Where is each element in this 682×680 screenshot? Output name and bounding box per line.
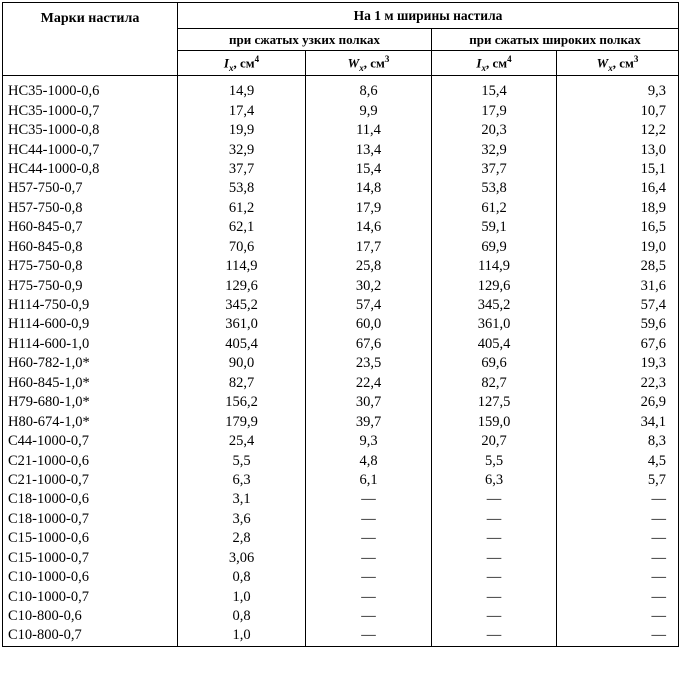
cell-ix-narrow: 17,4 xyxy=(178,101,306,120)
table-row xyxy=(3,393,679,412)
cell-wx-narrow: — xyxy=(306,510,432,529)
cell-ix-wide: 129,6 xyxy=(432,276,557,295)
cell-ix-wide: 361,0 xyxy=(432,315,557,334)
cell-wx-wide: 15,1 xyxy=(557,160,679,179)
group-header-per-meter: На 1 м ширины настила xyxy=(178,3,679,29)
cell-wx-narrow: 9,3 xyxy=(306,432,432,451)
cell-ix-narrow: 129,6 xyxy=(178,276,306,295)
table-row xyxy=(3,626,679,646)
cell-ix-narrow: 3,1 xyxy=(178,490,306,509)
cell-mark: Н114-750-0,9 xyxy=(3,296,178,315)
cell-wx-narrow: 9,9 xyxy=(306,101,432,120)
cell-ix-narrow: 37,7 xyxy=(178,160,306,179)
cell-wx-wide: 12,2 xyxy=(557,121,679,140)
cell-ix-narrow: 156,2 xyxy=(178,393,306,412)
cell-ix-narrow: 405,4 xyxy=(178,335,306,354)
cell-wx-narrow: — xyxy=(306,529,432,548)
cell-wx-wide: 9,3 xyxy=(557,76,679,102)
cell-ix-wide: — xyxy=(432,490,557,509)
table-row xyxy=(3,432,679,451)
table-row xyxy=(3,76,679,102)
cell-wx-wide: — xyxy=(557,529,679,548)
column-header-ix-wide: $I_x$, $см^4$ xyxy=(432,51,557,76)
cell-ix-wide: — xyxy=(432,549,557,568)
cell-wx-narrow: 17,7 xyxy=(306,238,432,257)
table-row xyxy=(3,412,679,431)
cell-ix-wide: 127,5 xyxy=(432,393,557,412)
cell-mark: С18-1000-0,6 xyxy=(3,490,178,509)
cell-ix-narrow: 14,9 xyxy=(178,76,306,102)
table-row xyxy=(3,238,679,257)
table-row xyxy=(3,101,679,120)
cell-mark: Н57-750-0,8 xyxy=(3,199,178,218)
cell-ix-wide: 69,9 xyxy=(432,238,557,257)
cell-wx-wide: 16,4 xyxy=(557,179,679,198)
cell-mark: Н57-750-0,7 xyxy=(3,179,178,198)
cell-ix-wide: 20,3 xyxy=(432,121,557,140)
cell-ix-wide: — xyxy=(432,607,557,626)
subheader-wide-flanges: при сжатых широких полках xyxy=(432,29,679,51)
cell-wx-wide: 5,7 xyxy=(557,471,679,490)
table-row xyxy=(3,315,679,334)
table-row xyxy=(3,199,679,218)
cell-wx-wide: 59,6 xyxy=(557,315,679,334)
cell-ix-narrow: 3,6 xyxy=(178,510,306,529)
cell-ix-wide: 61,2 xyxy=(432,199,557,218)
cell-ix-narrow: 3,06 xyxy=(178,549,306,568)
cell-wx-narrow: — xyxy=(306,607,432,626)
table-row xyxy=(3,218,679,237)
cell-wx-wide: 19,3 xyxy=(557,354,679,373)
table-row xyxy=(3,179,679,198)
table-row xyxy=(3,471,679,490)
cell-wx-narrow: 17,9 xyxy=(306,199,432,218)
cell-mark: С21-1000-0,7 xyxy=(3,471,178,490)
cell-ix-wide: 59,1 xyxy=(432,218,557,237)
cell-ix-narrow: 32,9 xyxy=(178,140,306,159)
cell-ix-narrow: 53,8 xyxy=(178,179,306,198)
cell-wx-narrow: 67,6 xyxy=(306,335,432,354)
cell-mark: С18-1000-0,7 xyxy=(3,510,178,529)
cell-ix-wide: 345,2 xyxy=(432,296,557,315)
cell-mark: Н75-750-0,8 xyxy=(3,257,178,276)
cell-mark: С10-800-0,6 xyxy=(3,607,178,626)
cell-ix-wide: 5,5 xyxy=(432,451,557,470)
cell-ix-wide: — xyxy=(432,510,557,529)
cell-ix-wide: 114,9 xyxy=(432,257,557,276)
cell-wx-narrow: 13,4 xyxy=(306,140,432,159)
cell-mark: С10-1000-0,6 xyxy=(3,568,178,587)
cell-ix-wide: — xyxy=(432,587,557,606)
cell-ix-narrow: 0,8 xyxy=(178,568,306,587)
table-body xyxy=(3,76,679,647)
table-row xyxy=(3,510,679,529)
cell-ix-wide: 6,3 xyxy=(432,471,557,490)
cell-wx-narrow: 23,5 xyxy=(306,354,432,373)
cell-wx-narrow: — xyxy=(306,490,432,509)
cell-ix-wide: 53,8 xyxy=(432,179,557,198)
column-header-ix-narrow: $I_x$, $см^4$ xyxy=(178,51,306,76)
cell-wx-narrow: 22,4 xyxy=(306,374,432,393)
cell-wx-narrow: — xyxy=(306,587,432,606)
cell-wx-wide: — xyxy=(557,626,679,646)
subheader-narrow-flanges: при сжатых узких полках xyxy=(178,29,432,51)
table-row xyxy=(3,549,679,568)
column-header-wx-narrow: $W_x$, $см^3$ xyxy=(306,51,432,76)
cell-ix-wide: — xyxy=(432,626,557,646)
cell-wx-wide: 10,7 xyxy=(557,101,679,120)
cell-ix-narrow: 179,9 xyxy=(178,412,306,431)
cell-wx-narrow: 14,6 xyxy=(306,218,432,237)
cell-wx-wide: 19,0 xyxy=(557,238,679,257)
cell-ix-narrow: 61,2 xyxy=(178,199,306,218)
cell-ix-narrow: 361,0 xyxy=(178,315,306,334)
table-row xyxy=(3,451,679,470)
cell-mark: Н114-600-0,9 xyxy=(3,315,178,334)
cell-ix-narrow: 19,9 xyxy=(178,121,306,140)
cell-wx-wide: 28,5 xyxy=(557,257,679,276)
cell-wx-wide: — xyxy=(557,568,679,587)
cell-ix-wide: — xyxy=(432,568,557,587)
cell-wx-narrow: 8,6 xyxy=(306,76,432,102)
cell-wx-wide: 13,0 xyxy=(557,140,679,159)
table-row xyxy=(3,121,679,140)
cell-mark: НС44-1000-0,7 xyxy=(3,140,178,159)
cell-ix-wide: — xyxy=(432,529,557,548)
cell-wx-wide: 22,3 xyxy=(557,374,679,393)
table-row xyxy=(3,587,679,606)
table-row xyxy=(3,490,679,509)
cell-wx-wide: 26,9 xyxy=(557,393,679,412)
cell-ix-wide: 37,7 xyxy=(432,160,557,179)
cell-wx-wide: — xyxy=(557,549,679,568)
cell-mark: НС35-1000-0,6 xyxy=(3,76,178,102)
cell-mark: Н75-750-0,9 xyxy=(3,276,178,295)
table-row xyxy=(3,296,679,315)
cell-mark: С15-1000-0,7 xyxy=(3,549,178,568)
cell-wx-narrow: — xyxy=(306,568,432,587)
cell-wx-wide: 31,6 xyxy=(557,276,679,295)
cell-ix-narrow: 82,7 xyxy=(178,374,306,393)
cell-mark: Н80-674-1,0* xyxy=(3,412,178,431)
cell-wx-wide: 57,4 xyxy=(557,296,679,315)
cell-mark: С44-1000-0,7 xyxy=(3,432,178,451)
cell-wx-narrow: 30,2 xyxy=(306,276,432,295)
cell-wx-narrow: — xyxy=(306,626,432,646)
cell-mark: С10-800-0,7 xyxy=(3,626,178,646)
table-row xyxy=(3,257,679,276)
cell-wx-wide: 8,3 xyxy=(557,432,679,451)
table-header xyxy=(3,3,679,76)
cell-mark: Н60-845-0,8 xyxy=(3,238,178,257)
cell-ix-wide: 32,9 xyxy=(432,140,557,159)
cell-ix-wide: 17,9 xyxy=(432,101,557,120)
column-header-wx-wide: $W_x$, $см^3$ xyxy=(557,51,679,76)
cell-ix-narrow: 1,0 xyxy=(178,587,306,606)
decking-properties-table xyxy=(2,2,679,647)
cell-ix-wide: 69,6 xyxy=(432,354,557,373)
cell-mark: Н60-845-0,7 xyxy=(3,218,178,237)
cell-wx-wide: — xyxy=(557,587,679,606)
cell-mark: НС35-1000-0,7 xyxy=(3,101,178,120)
cell-wx-wide: — xyxy=(557,607,679,626)
cell-ix-wide: 405,4 xyxy=(432,335,557,354)
cell-wx-narrow: — xyxy=(306,549,432,568)
cell-mark: С10-1000-0,7 xyxy=(3,587,178,606)
cell-ix-narrow: 6,3 xyxy=(178,471,306,490)
cell-ix-narrow: 2,8 xyxy=(178,529,306,548)
cell-mark: Н79-680-1,0* xyxy=(3,393,178,412)
cell-ix-narrow: 114,9 xyxy=(178,257,306,276)
cell-wx-narrow: 6,1 xyxy=(306,471,432,490)
cell-wx-wide: 67,6 xyxy=(557,335,679,354)
cell-ix-narrow: 0,8 xyxy=(178,607,306,626)
cell-ix-wide: 20,7 xyxy=(432,432,557,451)
cell-wx-narrow: 30,7 xyxy=(306,393,432,412)
table-row xyxy=(3,529,679,548)
cell-wx-narrow: 39,7 xyxy=(306,412,432,431)
cell-ix-wide: 15,4 xyxy=(432,76,557,102)
cell-ix-wide: 82,7 xyxy=(432,374,557,393)
cell-wx-narrow: 60,0 xyxy=(306,315,432,334)
cell-mark: НС44-1000-0,8 xyxy=(3,160,178,179)
cell-ix-narrow: 90,0 xyxy=(178,354,306,373)
cell-wx-narrow: 11,4 xyxy=(306,121,432,140)
cell-ix-narrow: 62,1 xyxy=(178,218,306,237)
cell-mark: НС35-1000-0,8 xyxy=(3,121,178,140)
table-row xyxy=(3,568,679,587)
cell-wx-wide: 16,5 xyxy=(557,218,679,237)
cell-wx-wide: 18,9 xyxy=(557,199,679,218)
cell-wx-narrow: 57,4 xyxy=(306,296,432,315)
table-row xyxy=(3,354,679,373)
cell-mark: Н60-782-1,0* xyxy=(3,354,178,373)
cell-wx-wide: — xyxy=(557,510,679,529)
cell-mark: Н114-600-1,0 xyxy=(3,335,178,354)
table-row xyxy=(3,607,679,626)
table-row xyxy=(3,276,679,295)
cell-wx-narrow: 15,4 xyxy=(306,160,432,179)
cell-mark: С21-1000-0,6 xyxy=(3,451,178,470)
cell-ix-narrow: 1,0 xyxy=(178,626,306,646)
cell-ix-narrow: 25,4 xyxy=(178,432,306,451)
table-row xyxy=(3,335,679,354)
cell-wx-narrow: 4,8 xyxy=(306,451,432,470)
cell-ix-narrow: 70,6 xyxy=(178,238,306,257)
cell-ix-narrow: 5,5 xyxy=(178,451,306,470)
column-header-mark: Марки настила xyxy=(3,3,178,76)
cell-wx-wide: 4,5 xyxy=(557,451,679,470)
cell-wx-wide: 34,1 xyxy=(557,412,679,431)
cell-wx-narrow: 14,8 xyxy=(306,179,432,198)
table-row xyxy=(3,374,679,393)
cell-mark: С15-1000-0,6 xyxy=(3,529,178,548)
cell-ix-narrow: 345,2 xyxy=(178,296,306,315)
table-row xyxy=(3,140,679,159)
cell-wx-wide: — xyxy=(557,490,679,509)
cell-ix-wide: 159,0 xyxy=(432,412,557,431)
cell-wx-narrow: 25,8 xyxy=(306,257,432,276)
cell-mark: Н60-845-1,0* xyxy=(3,374,178,393)
table-row xyxy=(3,160,679,179)
